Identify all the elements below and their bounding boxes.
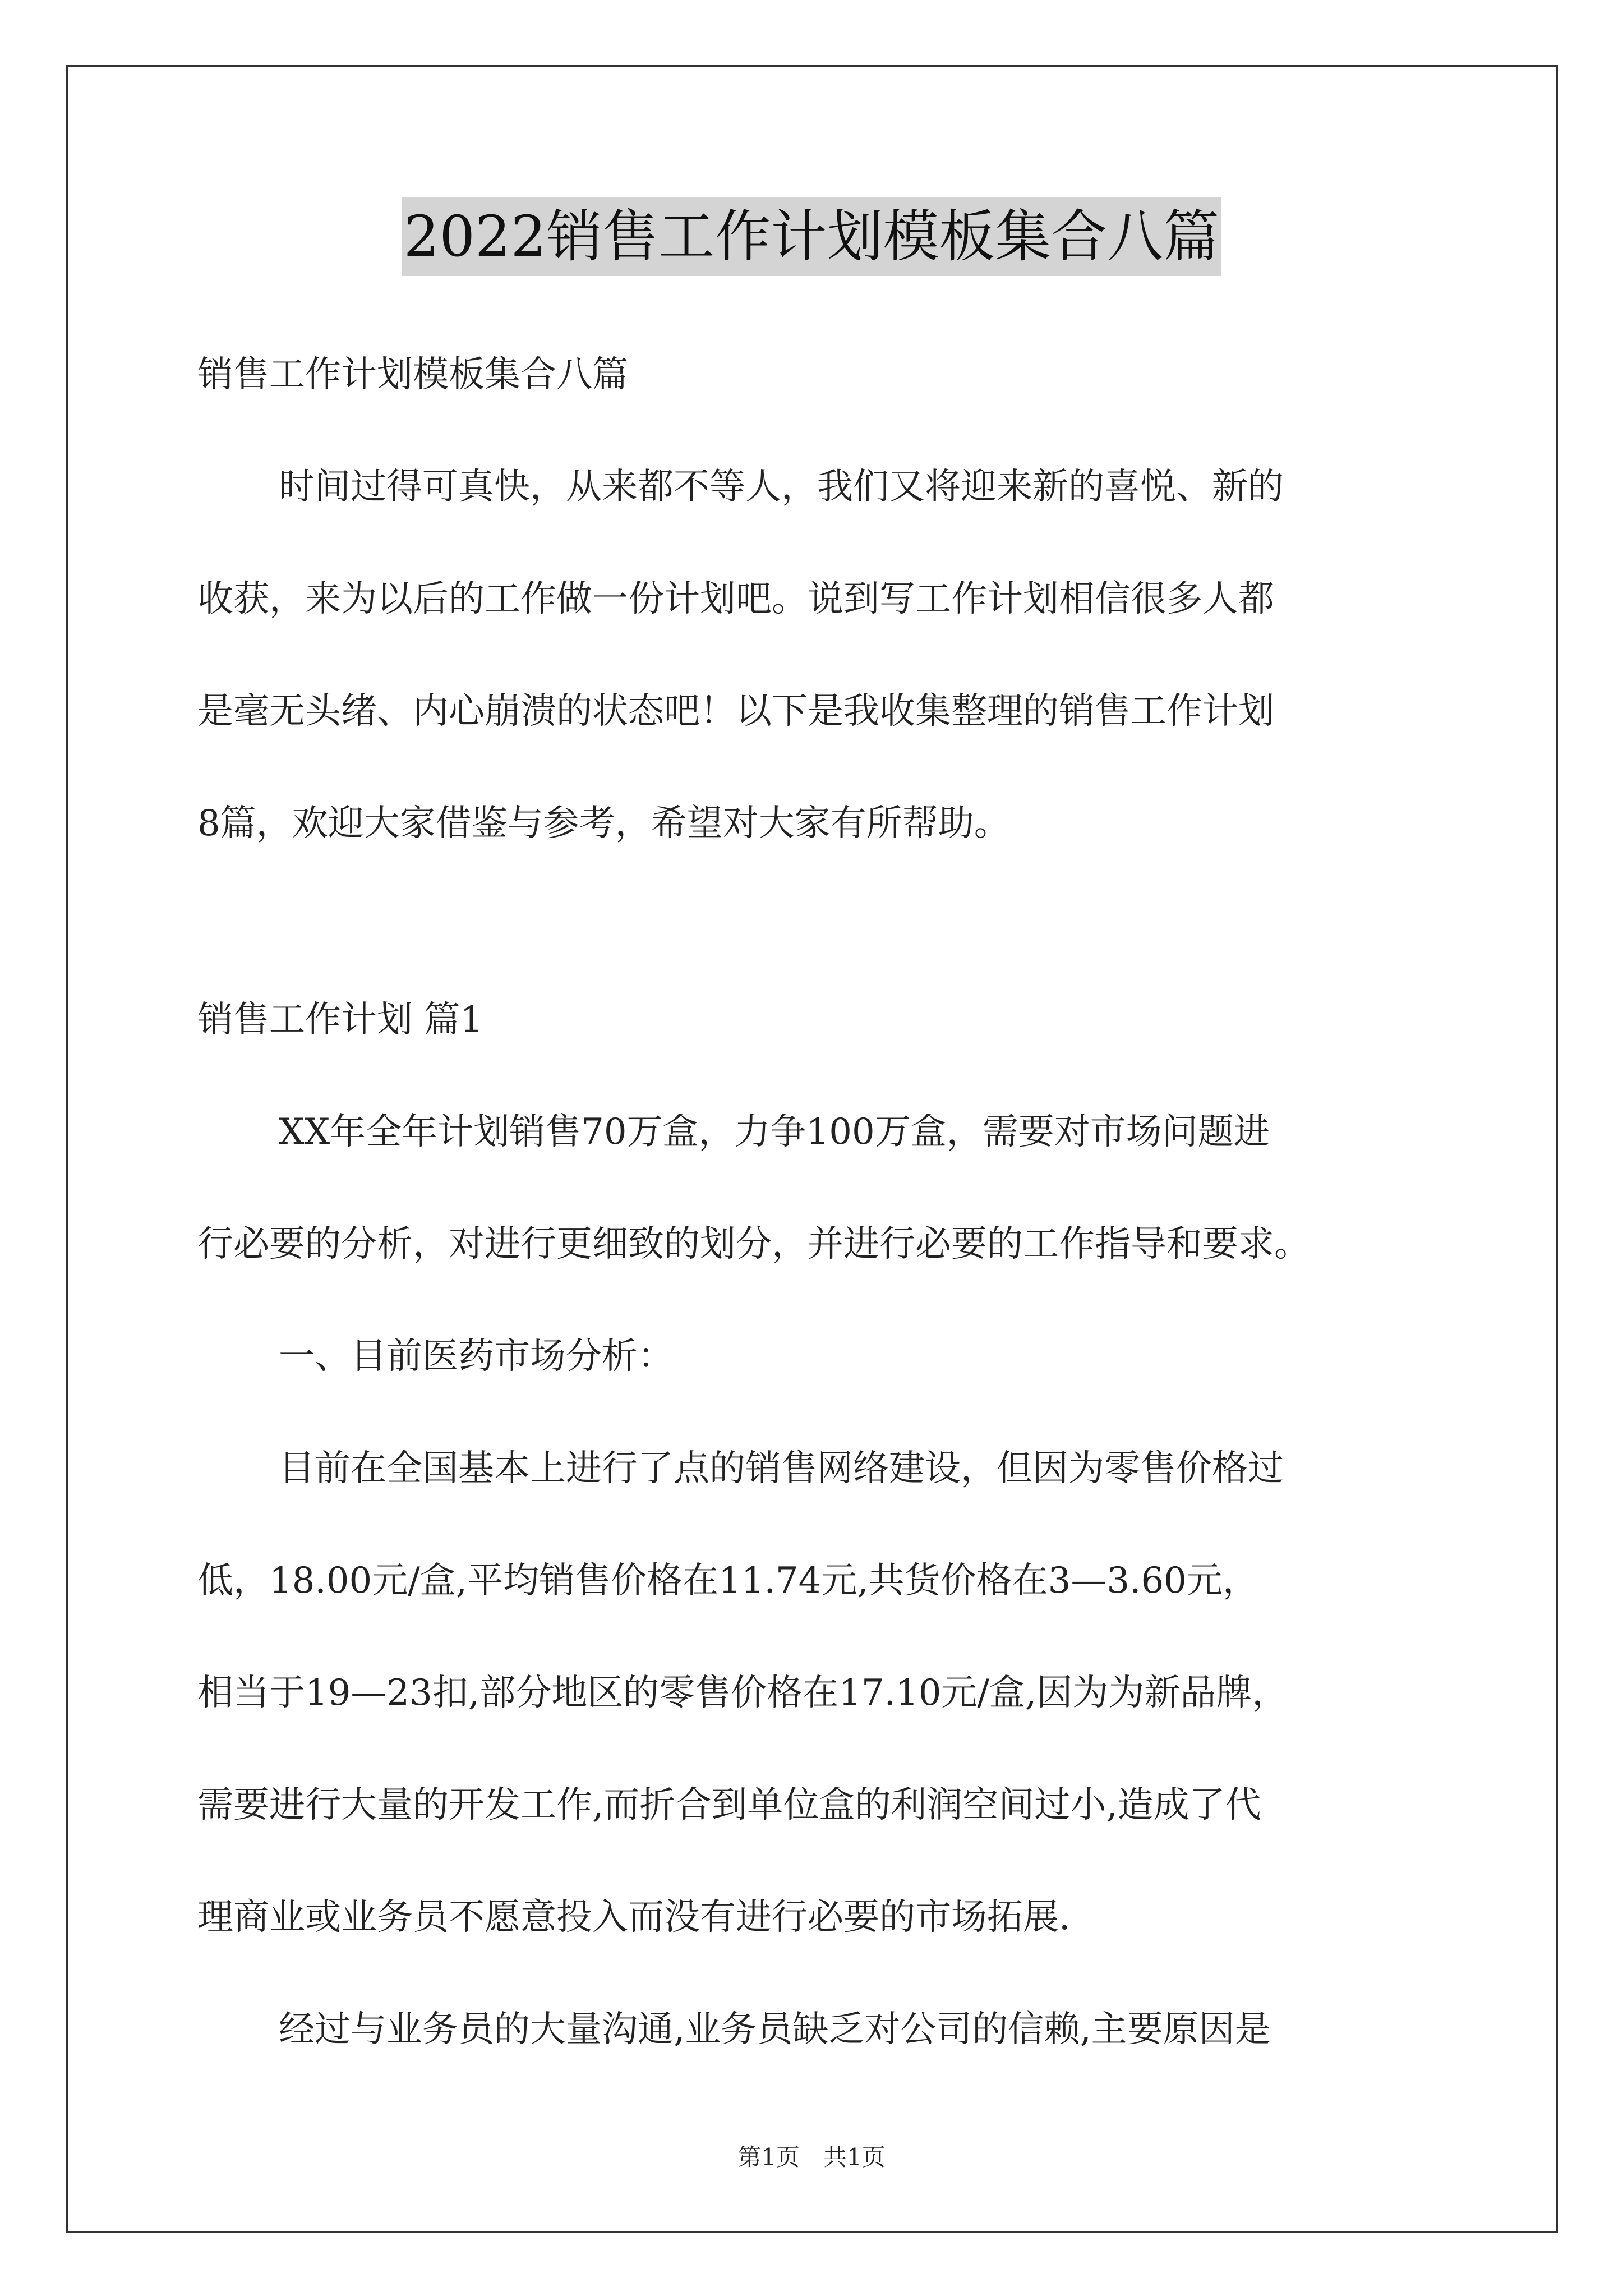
body-line-8: 理商业或业务员不愿意投入而没有进行必要的市场拓展. (197, 1897, 1071, 1938)
body-line-3: 一、目前医药市场分析： (279, 1336, 674, 1377)
intro-line-3: 是毫无头绪、内心崩溃的状态吧！以下是我收集整理的销售工作计划 (197, 691, 1274, 732)
intro-line-4: 8篇，欢迎大家借鉴与参考，希望对大家有所帮助。 (197, 803, 1010, 844)
document-title: 2022销售工作计划模板集合八篇 (402, 197, 1222, 276)
body-line-7: 需要进行大量的开发工作,而折合到单位盒的利润空间过小,造成了代 (197, 1784, 1261, 1826)
section-heading: 销售工作计划 篇1 (197, 999, 483, 1041)
document-subtitle: 销售工作计划模板集合八篇 (197, 354, 628, 395)
page-footer: 第1页 共1页 (737, 2143, 886, 2171)
body-line-6: 相当于19—23扣,部分地区的零售价格在17.10元/盒,因为为新品牌， (197, 1672, 1288, 1714)
body-line-9: 经过与业务员的大量沟通,业务员缺乏对公司的信赖,主要原因是 (279, 2009, 1271, 2050)
body-line-2: 行必要的分析，对进行更细致的划分，并进行必要的工作指导和要求。 (197, 1223, 1310, 1265)
body-line-1: XX年全年计划销售70万盒，力争100万盒，需要对市场问题进 (279, 1111, 1270, 1153)
body-line-4: 目前在全国基本上进行了点的销售网络建设，但因为零售价格过 (279, 1448, 1284, 1489)
intro-line-2: 收获，来为以后的工作做一份计划吧。说到写工作计划相信很多人都 (197, 578, 1274, 620)
intro-line-1: 时间过得可真快，从来都不等人，我们又将迎来新的喜悦、新的 (279, 466, 1284, 508)
title-container (0, 197, 1623, 276)
body-line-5: 低，18.00元/盒,平均销售价格在11.74元,共货价格在3—3.60元， (197, 1560, 1258, 1602)
